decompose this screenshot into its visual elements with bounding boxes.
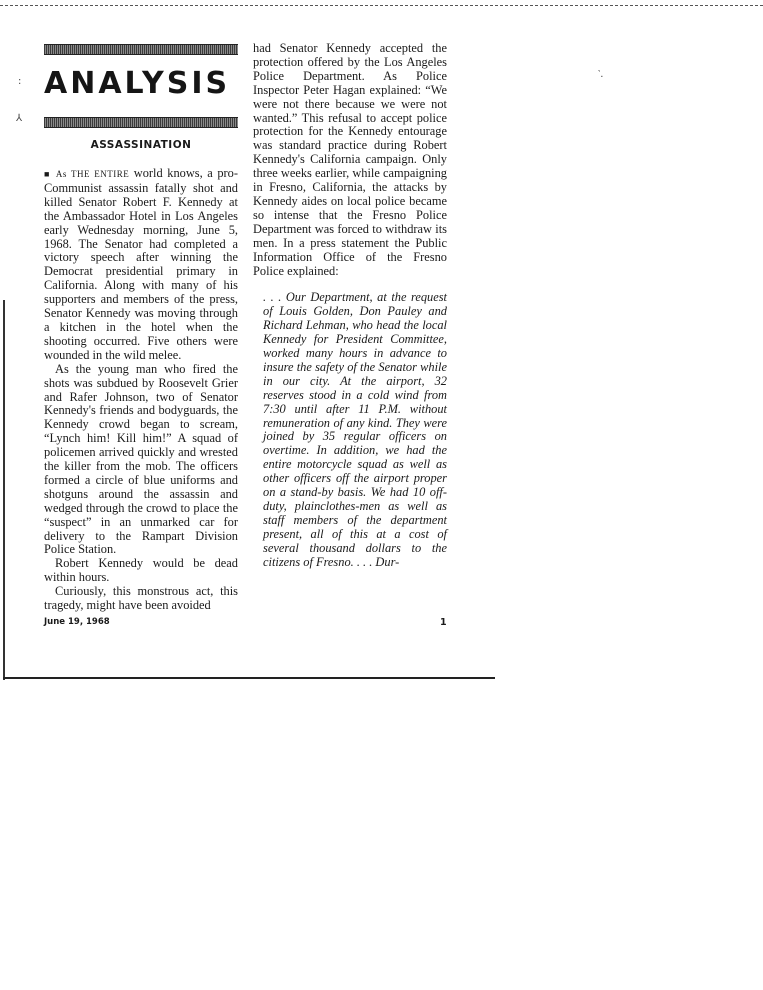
footer-date: June 19, 1968 [44, 617, 110, 627]
page-number: 1 [440, 617, 447, 628]
paragraph-text: world knows, a pro-Communist assassin fatally shot and killed Senator Robert F. Kennedy at the Ambassador Hotel in Los Angeles early Wednesday morning, June 5, 1968. The Senator had completed a victory speech after winning the Democrat presidential primary in California. Along with many of his supporters and members of the press, Senator Kennedy was moving through a kitchen in the hotel when the shooting occurred. Five others were wounded in the wild melee. [44, 166, 238, 362]
scan-top-edge [0, 5, 763, 6]
scan-speck: ⅄ [16, 113, 23, 124]
paragraph: As the young man who fired the shots was subdued by Roosevelt Grier and Rafer Johnson, two of Senator Kennedy's friends and bodyguards, the Kennedy crowd began to scream, “Lynch him! Kill him!” A squad of policemen arrived quickly and wrested the killer from the mob. The officers formed a circle of blue uniforms and shotguns around the assassin and wedged through the crowd to place the “suspect” in an unmarked car for delivery to the Rampart Division Police Station. [44, 361, 238, 557]
right-column [253, 42, 447, 570]
scan-speck: : [18, 76, 22, 87]
scan-speck: ‵. [598, 69, 604, 80]
bullet-icon: ■ [44, 169, 51, 179]
paragraph: had Senator Kennedy accepted the protection offered by the Los Angeles Police Department. As Police Inspector Peter Hagan explained: “We were not there because we were not wanted.” This refusal to accept police protection for the Kennedy entourage was standard practice during Robert Kennedy's California campaign. Only three weeks earlier, while campaigning in Fresno, California, the attacks by Kennedy aides on local police became so intense that the Fresno Police Department was forced to withdraw its men. In a press statement the Public Information Office of the Fresno Police explained: [253, 41, 447, 278]
page-bottom-rule [3, 677, 495, 679]
lead-in: As THE ENTIRE [55, 169, 130, 179]
paragraph [44, 167, 238, 363]
quote-text: . . . Our Department, at the request of Louis Golden, Don Pauley and Richard Lehman, who head the local Kennedy for President Committee, worked many hours in advance to insure the safety of the Senator while in our city. At the airport, 32 reserves stood in a cold wind from 7:30 until after 11 P.M. without remuneration of any kind. They were joined by 35 regular officers on overtime. In addition, we had the entire motorcycle squad as well as other officers off the airport proper on a stand-by basis. We had 10 off-duty, plainclothes-men as well as staff members of the department present, all of this at a cost of several thousand dollars to the citizens of Fresno. . . . Dur- [263, 290, 447, 569]
page-title: ANALYSIS [44, 66, 231, 101]
section-title: ASSASSINATION [90, 139, 192, 151]
paragraph: Robert Kennedy would be dead within hours. [44, 556, 238, 585]
paragraph: Curiously, this monstrous act, this tragedy, might have been avoided [44, 584, 238, 613]
block-quote [263, 291, 447, 569]
left-column [44, 167, 238, 613]
headline-rule-top [44, 44, 238, 55]
headline-rule-bottom [44, 117, 238, 128]
scan-left-edge [3, 300, 5, 680]
